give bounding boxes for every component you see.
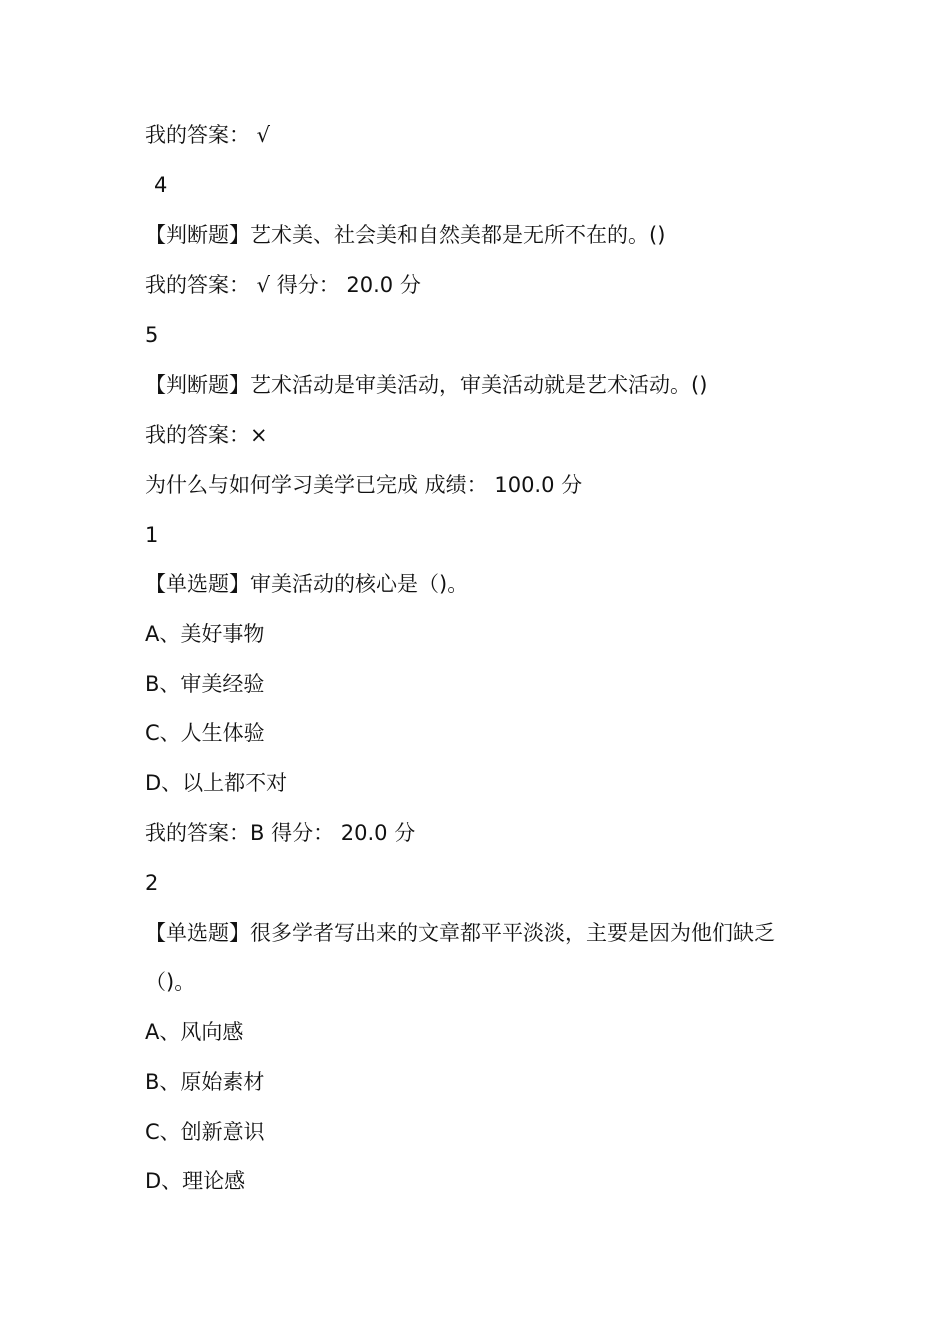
option-b: B、审美经验 <box>145 672 265 696</box>
question-text: 【单选题】审美活动的核心是（)。 <box>145 572 469 596</box>
option-a: A、风向感 <box>145 1020 244 1044</box>
question-text: 【判断题】艺术活动是审美活动，审美活动就是艺术活动。() <box>145 373 708 397</box>
question-text: 【单选题】很多学者写出来的文章都平平淡淡，主要是因为他们缺乏 <box>145 921 775 945</box>
question-number: 5 <box>145 323 159 347</box>
option-c: C、人生体验 <box>145 721 265 745</box>
option-d: D、以上都不对 <box>145 771 288 795</box>
question-number: 2 <box>145 871 159 895</box>
option-a: A、美好事物 <box>145 622 265 646</box>
answer-score-line: 我的答案：B 得分： 20.0 分 <box>145 821 416 845</box>
answer-line: 我的答案：× <box>145 423 268 447</box>
option-c: C、创新意识 <box>145 1120 265 1144</box>
option-b: B、原始素材 <box>145 1070 265 1094</box>
question-number: 4 <box>154 173 168 197</box>
question-number: 1 <box>145 523 159 547</box>
answer-line: 我的答案： √ <box>145 123 271 147</box>
answer-score-line: 我的答案： √ 得分： 20.0 分 <box>145 273 421 297</box>
option-d: D、理论感 <box>145 1169 246 1193</box>
section-heading: 为什么与如何学习美学已完成 成绩： 100.0 分 <box>145 473 583 497</box>
question-text: 【判断题】艺术美、社会美和自然美都是无所不在的。() <box>145 223 666 247</box>
question-text-continued: （)。 <box>145 970 196 994</box>
